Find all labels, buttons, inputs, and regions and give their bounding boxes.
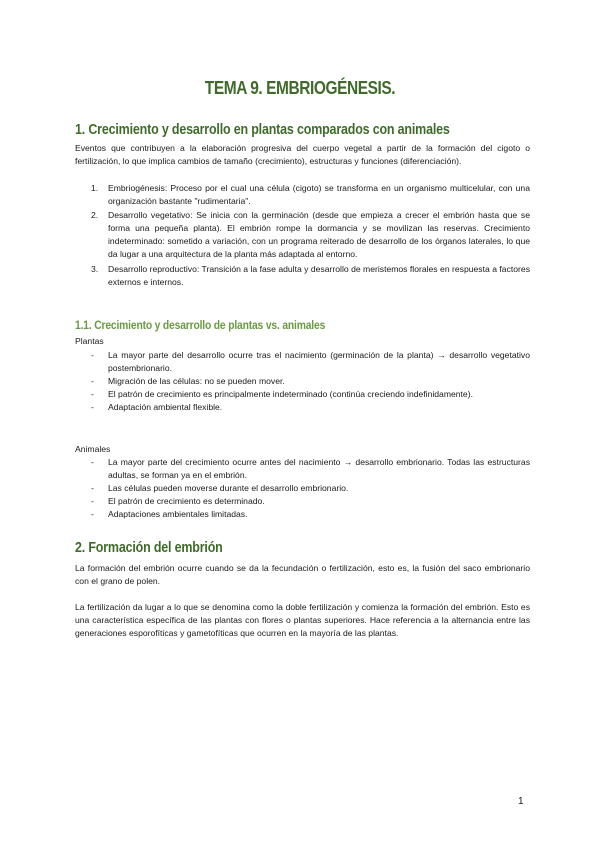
list-item (75, 182, 530, 208)
list-item (75, 482, 530, 495)
animals-label: Animales (75, 444, 111, 454)
list-item (75, 263, 530, 289)
dash-bullet: - (91, 376, 94, 386)
list-item (75, 401, 530, 414)
list-item-number: 1. (91, 183, 99, 193)
list-item (75, 495, 530, 508)
page-title: TEMA 9. EMBRIOGÉNESIS. (204, 78, 396, 98)
list-item-text: Embriogénesis: Proceso por el cual una célula (cigoto) se transforma en un organismo multicelular, con una organización bastante "rudimentaria". (108, 183, 530, 207)
section-1-numbered-list (75, 182, 530, 290)
dash-bullet: - (91, 457, 94, 467)
list-item-text: El patrón de crecimiento es determinado. (108, 496, 265, 506)
list-item-text: Adaptación ambiental flexible. (108, 402, 223, 412)
list-item (75, 209, 530, 261)
section-2-paragraph-1: La formación del embrión ocurre cuando se da la fecundación o fertilización, esto es, la fusión del saco embrionario con el grano de polen. (75, 563, 530, 587)
page-number: 1 (518, 796, 524, 807)
section-1-intro: Eventos que contribuyen a la elaboración progresiva del cuerpo vegetal a partir de la formación del cigoto o fertilización, lo que implica cambios de tamaño (crecimiento), estructuras y funciones (diferenciación). (75, 143, 530, 167)
dash-bullet: - (91, 509, 94, 519)
animals-list (75, 456, 530, 521)
dash-bullet: - (91, 389, 94, 399)
list-item (75, 375, 530, 388)
list-item-text: El patrón de crecimiento es principalmente indeterminado (continúa creciendo indefinidamente). (108, 389, 473, 399)
section-2-heading: 2. Formación del embrión (75, 540, 223, 556)
section-1-heading: 1. Crecimiento y desarrollo en plantas comparados con animales (75, 122, 450, 138)
list-item (75, 508, 530, 521)
list-item-number: 3. (91, 263, 99, 274)
list-item (75, 349, 530, 375)
list-item-text: Las células pueden moverse durante el desarrollo embrionario. (108, 483, 349, 493)
list-item-number: 2. (91, 210, 99, 221)
list-item (75, 456, 530, 482)
dash-bullet: - (91, 496, 94, 506)
list-item (75, 388, 530, 401)
list-item-text: Desarrollo reproductivo: Transición a la fase adulta y desarrollo de meristemos florales en respuesta a factores externos e internos. (108, 263, 530, 287)
list-item-text: Adaptaciones ambientales limitadas. (108, 509, 248, 519)
list-item-text: La mayor parte del crecimiento ocurre antes del nacimiento → desarrollo embrionario. Todas las estructuras adultas, se forman ya en el embrión. (108, 457, 530, 480)
dash-bullet: - (91, 350, 94, 360)
dash-bullet: - (91, 402, 94, 412)
list-item-text: Migración de las células: no se pueden mover. (108, 376, 285, 386)
list-item-text: La mayor parte del desarrollo ocurre tras el nacimiento (germinación de la planta) → desarrollo vegetativo postembrionario. (108, 350, 530, 373)
section-1-1-heading: 1.1. Crecimiento y desarrollo de plantas vs. animales (75, 318, 326, 332)
plants-list (75, 349, 530, 414)
list-item-text: Desarrollo vegetativo: Se inicia con la germinación (desde que empieza a crecer el embrión hasta que se forma una pequeña planta). El embrión rompe la dormancia y se movilizan las reservas. Crecimiento indeterminado: sometido a variación, con un programa reiterado de desarrollo de los órganos laterales, lo que da lugar a una arquitectura de la planta más adaptada al entorno. (108, 210, 530, 260)
dash-bullet: - (91, 483, 94, 493)
plants-label: Plantas (75, 336, 104, 346)
section-2-paragraph-2: La fertilización da lugar a lo que se denomina como la doble fertilización y comienza la formación del embrión. Esto es una característica específica de las plantas con flores o plantas superiores. Hace referencia a la alternancia entre las generaciones esporofíticas y gametofíticas que ocurren en la mayoría de las plantas. (75, 602, 530, 639)
